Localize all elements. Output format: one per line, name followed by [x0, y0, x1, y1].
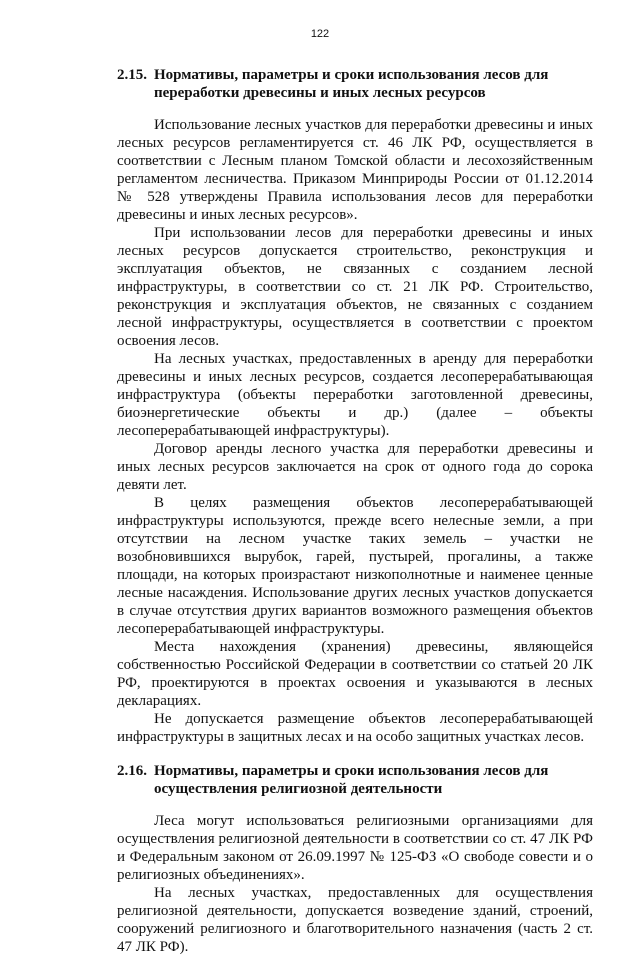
- paragraph: Использование лесных участков для переработки древесины и иных лесных ресурсов регламентируется ст. 46 ЛК РФ, осуществляется в соответствии с Лесным планом Томской области и лесохозяйственным регламентом лесничества. Приказом Минприроды России от 01.12.2014 № 528 утверждены Правила использования лесов для переработки древесины и иных лесных ресурсов».: [117, 117, 593, 223]
- section-title: Нормативы, параметры и сроки использования лесов для переработки древесины и иных лесных ресурсов: [154, 67, 549, 101]
- paragraph: Леса могут использоваться религиозными организациями для осуществления религиозной деятельности в соответствии со ст. 47 ЛК РФ и Федеральным законом от 26.09.1997 № 125-ФЗ «О свободе совести и о религиозных объединениях».: [117, 813, 593, 883]
- paragraph: На лесных участках, предоставленных для осуществления религиозной деятельности, допускается возведение зданий, строений, сооружений религиозного и благотворительного назначения (часть 2 ст. 47 ЛК РФ).: [117, 885, 593, 955]
- paragraph: Места нахождения (хранения) древесины, являющейся собственностью Российской Федерации в соответствии со статьей 20 ЛК РФ, проектируются в проектах освоения и указываются в лесных декларациях.: [117, 639, 593, 709]
- section-heading-2-16: [117, 762, 593, 798]
- page-number: 122: [310, 28, 330, 40]
- paragraph: На лесных участках, предоставленных в аренду для переработки древесины и иных лесных ресурсов, создается лесоперерабатывающая инфраструктура (объекты переработки заготовленной древесины, биоэнергетические объекты и др.) (далее – объекты лесоперерабатывающей инфраструктуры).: [117, 351, 593, 439]
- paragraph: Договор аренды лесного участка для переработки древесины и иных лесных ресурсов заключается на срок от одного года до сорока девяти лет.: [117, 441, 593, 493]
- paragraph: Не допускается размещение объектов лесоперерабатывающей инфраструктуры в защитных лесах и на особо защитных участках лесов.: [117, 711, 593, 745]
- document-body: [117, 66, 593, 956]
- paragraph: При использовании лесов для переработки древесины и иных лесных ресурсов допускается строительство, реконструкция и эксплуатация объектов, не связанных с созданием лесной инфраструктуры, в соответствии со ст. 21 ЛК РФ. Строительство, реконструкция и эксплуатация объектов, не связанных с созданием лесной инфраструктуры, осуществляется в соответствии с проектом освоения лесов.: [117, 225, 593, 349]
- section-number: 2.16.: [117, 763, 147, 779]
- section-number: 2.15.: [117, 67, 147, 83]
- section-title: Нормативы, параметры и сроки использования лесов для осуществления религиозной деятельности: [154, 763, 549, 797]
- section-heading-2-15: [117, 66, 593, 102]
- paragraph: В целях размещения объектов лесоперерабатывающей инфраструктуры используются, прежде всего нелесные земли, а при отсутствии на лесном участке таких земель – участки не возобновившихся вырубок, гарей, пустырей, прогалины, а также площади, на которых произрастают низкополнотные и наименее ценные лесные насаждения. Использование других лесных участков допускается в случае отсутствия других вариантов возможного размещения объектов лесоперерабатывающей инфраструктуры.: [117, 495, 593, 637]
